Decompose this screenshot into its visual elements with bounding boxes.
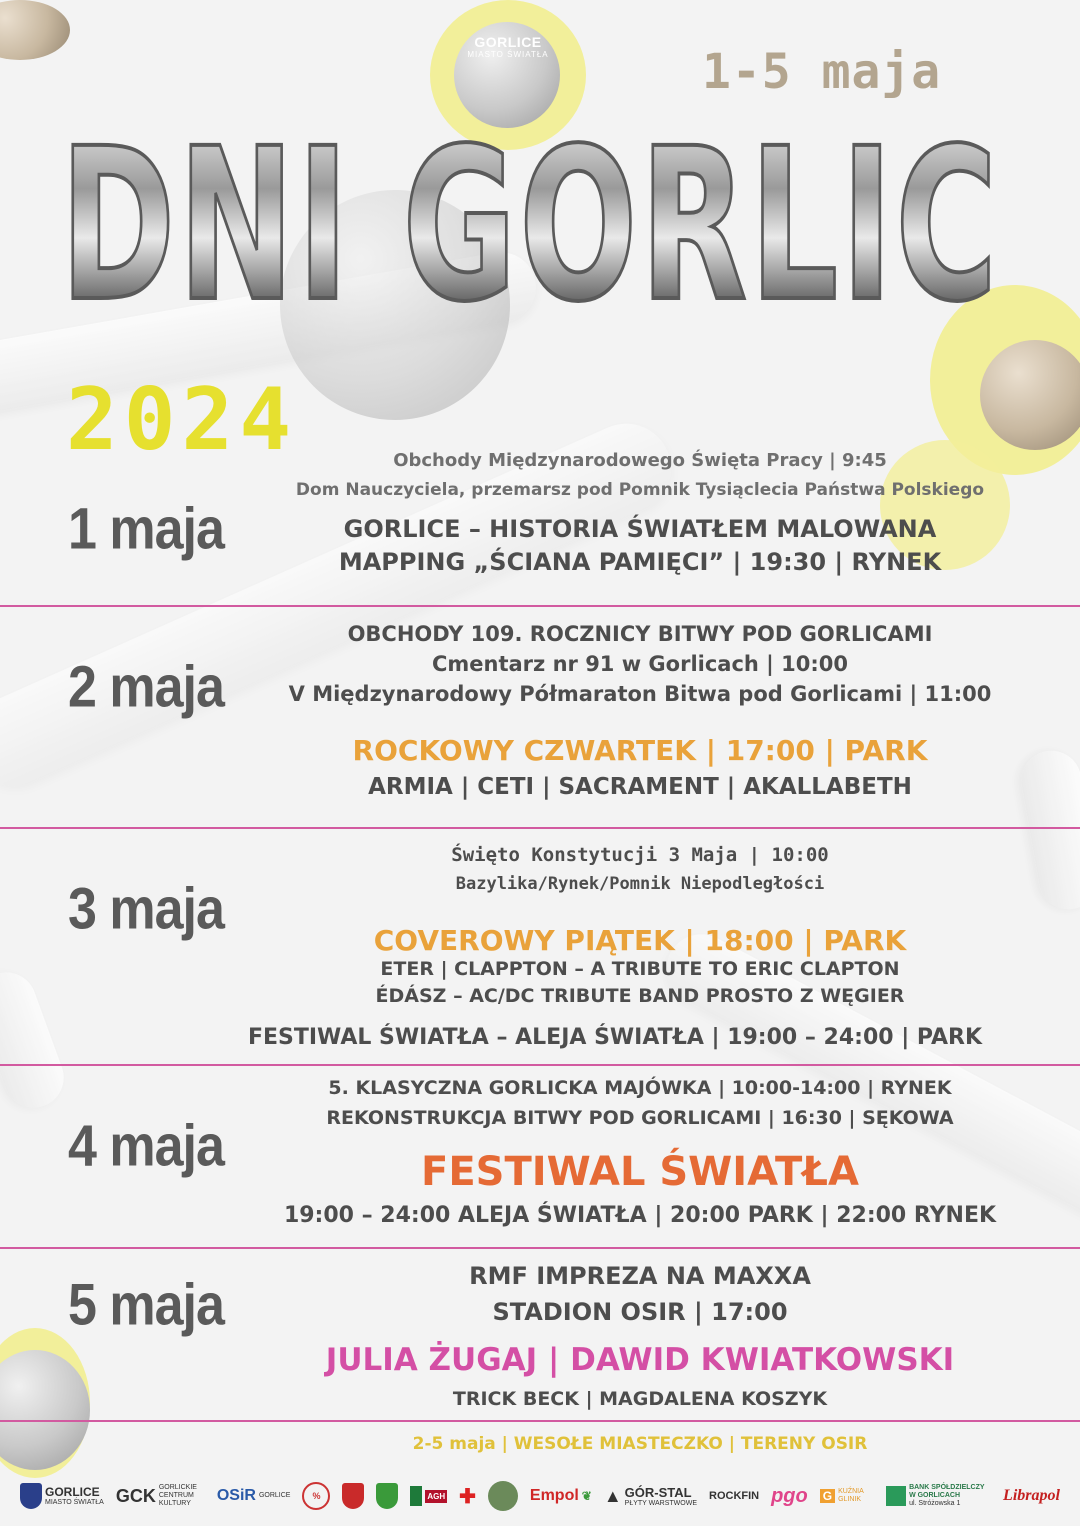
- sponsor-emblem: [488, 1481, 518, 1511]
- sponsor-kuznia: G KUŹNIA GLINIK: [820, 1488, 874, 1504]
- festival-year: 2024: [66, 370, 298, 470]
- event-line: Bazylika/Rynek/Pomnik Niepodległości: [455, 874, 825, 894]
- event-line: RMF IMPREZA NA MAXXA: [469, 1262, 811, 1290]
- green-crest-icon: [376, 1483, 398, 1509]
- event-headline: FESTIWAL ŚWIATŁA: [421, 1149, 859, 1195]
- event-line: ARMIA | CETI | SACRAMENT | AKALLABETH: [368, 774, 912, 800]
- festival-title: [40, 40, 1020, 370]
- sponsor-bank: BANK SPÓŁDZIELCZY W GORLICACH ul. Stróżowska 1: [886, 1484, 991, 1508]
- event-line: Dom Nauczyciela, przemarsz pod Pomnik Tysiąclecia Państwa Polskiego: [295, 480, 985, 500]
- day-section-1: [0, 440, 1080, 606]
- triangle-logo-icon: ▲: [603, 1485, 622, 1506]
- agh-logo-icon: [410, 1486, 422, 1506]
- sponsor-bar: [0, 1466, 1080, 1526]
- bank-logo-icon: [886, 1486, 906, 1506]
- sponsor-gorlice: GORLICE MIASTO ŚWIATŁA: [20, 1483, 104, 1509]
- event-line: STADION OSIR | 17:00: [492, 1298, 788, 1326]
- day-label: 3 maja: [68, 877, 224, 943]
- day-section-2: [0, 606, 1080, 828]
- day-section-5: [0, 1248, 1080, 1420]
- sponsor-red-cross: [459, 1484, 476, 1509]
- event-line: Święto Konstytucji 3 Maja | 10:00: [451, 844, 829, 866]
- event-headline: ROCKOWY CZWARTEK | 17:00 | PARK: [352, 734, 928, 767]
- logo-tagline: MIASTO ŚWIATŁA: [467, 50, 549, 59]
- event-line: Obchody Międzynarodowego Święta Pracy | 9:45: [393, 450, 887, 471]
- leaf-icon: ❦: [581, 1489, 592, 1503]
- event-line: 19:00 – 24:00 ALEJA ŚWIATŁA | 20:00 PARK | 22:00 RYNEK: [283, 1203, 997, 1228]
- crest-icon: [20, 1483, 42, 1509]
- sponsor-agh: AGH: [410, 1486, 447, 1506]
- event-line: GORLICE – HISTORIA ŚWIATŁEM MALOWANA: [343, 515, 937, 543]
- event-headline: JULIA ŻUGAJ | DAWID KWIATKOWSKI: [325, 1342, 955, 1378]
- sponsor-gck: GCK GORLICKIE CENTRUM KULTURY: [115, 1484, 197, 1507]
- day-section-4: [0, 1065, 1080, 1247]
- day-label: 5 maja: [68, 1273, 224, 1339]
- day-label: 2 maja: [68, 655, 224, 721]
- no-alcohol-sign-icon: %: [302, 1482, 330, 1510]
- day-label: 4 maja: [68, 1114, 224, 1180]
- day-section-3: [0, 828, 1080, 1064]
- event-line: 5. KLASYCZNA GORLICKA MAJÓWKA | 10:00-14:00 | RYNEK: [328, 1077, 952, 1099]
- sponsor-osir: OSiR GORLICE: [216, 1487, 291, 1504]
- sponsor-pgo: pgo: [771, 1484, 808, 1507]
- day-label: 1 maja: [68, 497, 224, 563]
- event-line: ÉDÁSZ – AC/DC TRIBUTE BAND PROSTO Z WĘGIER: [375, 985, 905, 1007]
- event-line: ETER | CLAPPTON – A TRIBUTE TO ERIC CLAPTON: [380, 958, 900, 980]
- red-cross-icon: ✚: [459, 1485, 476, 1508]
- event-line: TRICK BECK | MAGDALENA KOSZYK: [452, 1388, 828, 1410]
- event-line: REKONSTRUKCJA BITWY POD GORLICAMI | 16:30 | SĘKOWA: [326, 1107, 954, 1129]
- sponsor-empol: Empol ❦: [529, 1487, 592, 1504]
- sponsor-rockfin: ROCKFIN: [709, 1490, 760, 1502]
- sponsor-crest-red: [342, 1483, 364, 1509]
- event-headline: COVEROWY PIĄTEK | 18:00 | PARK: [373, 924, 907, 957]
- festival-dates: 1-5 maja: [702, 44, 942, 100]
- event-line: V Międzynarodowy Półmaraton Bitwa pod Gorlicami | 11:00: [288, 682, 992, 706]
- event-line: MAPPING „ŚCIANA PAMIĘCI” | 19:30 | RYNEK: [338, 548, 942, 576]
- footer-note: 2-5 maja | WESOŁE MIASTECZKO | TERENY OSIR: [412, 1434, 868, 1454]
- logo-name: GORLICE: [474, 34, 542, 50]
- sponsor-gorstal: ▲ GÓR-STAL PŁYTY WARSTWOWE: [603, 1484, 698, 1507]
- section-divider: [0, 1420, 1080, 1422]
- round-emblem-icon: [488, 1481, 518, 1511]
- sponsor-no-alcohol: [302, 1482, 330, 1510]
- g-logo-icon: G: [820, 1489, 835, 1503]
- event-line: Cmentarz nr 91 w Gorlicach | 10:00: [431, 652, 849, 676]
- red-crest-icon: [342, 1483, 364, 1509]
- event-line: OBCHODY 109. ROCZNICY BITWY POD GORLICAMI: [347, 622, 933, 646]
- event-line: FESTIWAL ŚWIATŁA – ALEJA ŚWIATŁA | 19:00 – 24:00 | PARK: [247, 1025, 983, 1050]
- sponsor-librapol: Librapol: [1003, 1487, 1060, 1504]
- festival-title-text: DNI GORLIC: [60, 103, 1001, 348]
- sponsor-crest-green: [376, 1483, 398, 1509]
